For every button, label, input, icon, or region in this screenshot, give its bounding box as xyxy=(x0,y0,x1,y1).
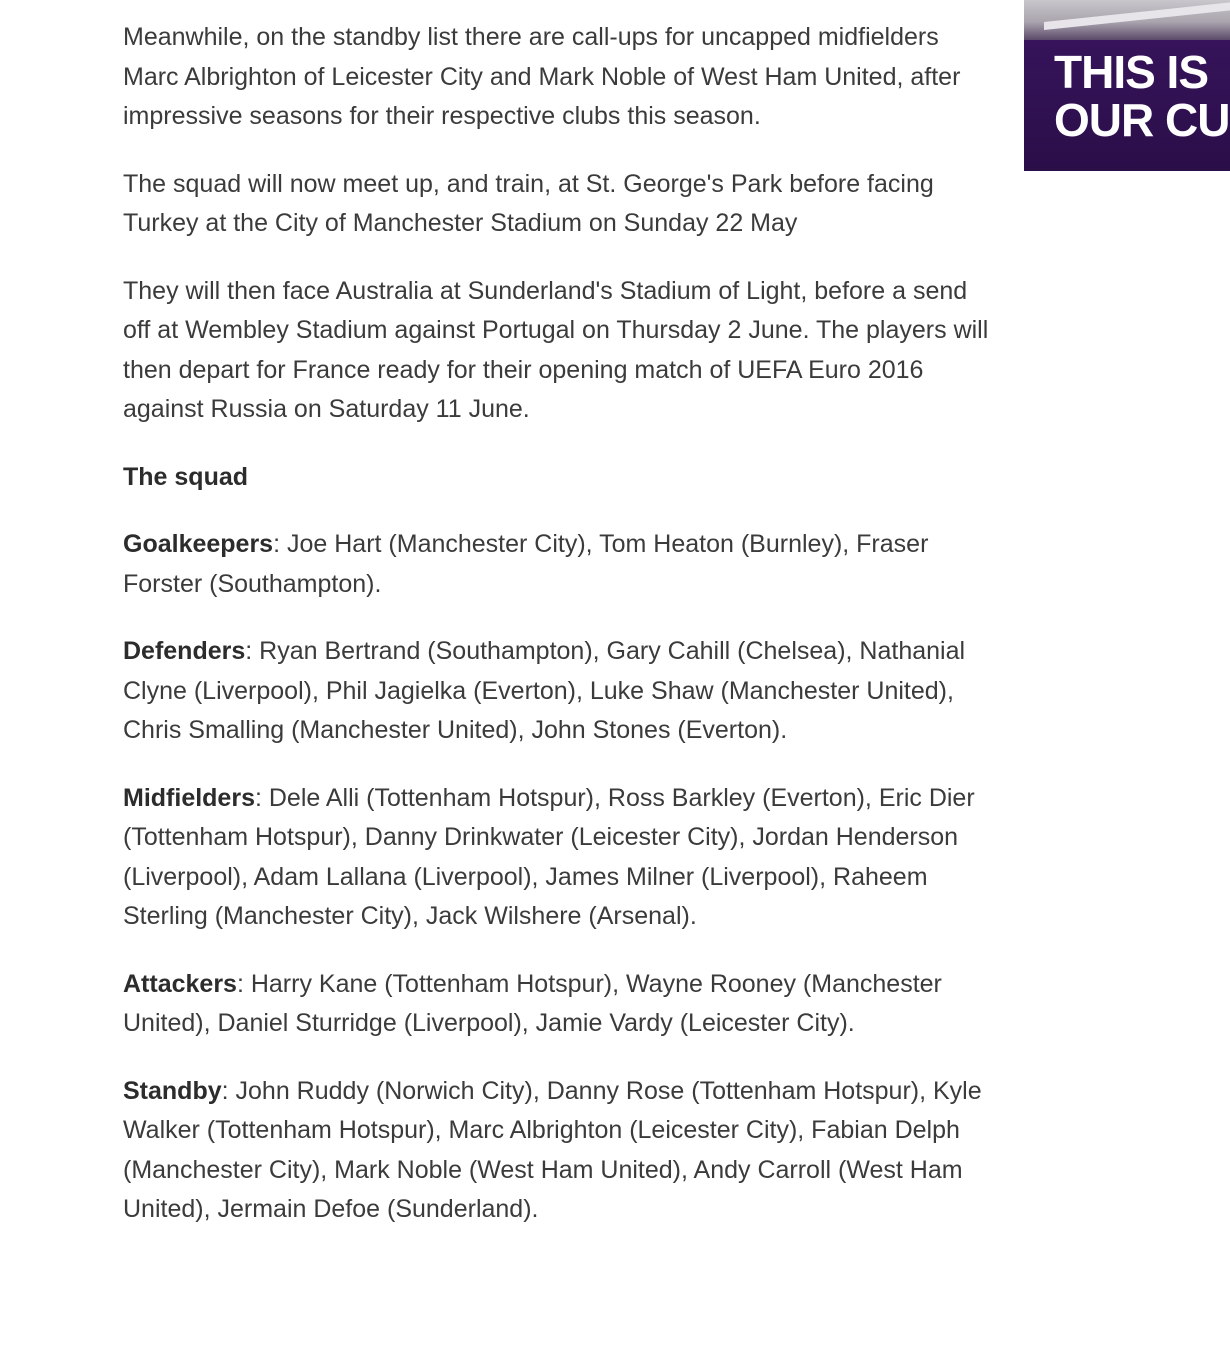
group-players-standby: : John Ruddy (Norwich City), Danny Rose (Tottenham Hotspur), Kyle Walker (Tottenham Hotspur), Marc Albrighton (Leicester City), Fabian Delph (Manchester City), Mark Noble (West Ham United), Andy Carroll (West Ham United), Jermain Defoe (Sunderland). xyxy=(123,1076,982,1223)
advert-line-1: THIS IS xyxy=(1054,46,1209,98)
group-label-defenders: Defenders xyxy=(123,637,246,665)
group-label-goalkeepers: Goalkeepers xyxy=(123,530,274,558)
group-players-attackers: : Harry Kane (Tottenham Hotspur), Wayne Rooney (Manchester United), Daniel Sturridge (Liverpool), Jamie Vardy (Leicester City). xyxy=(123,969,942,1037)
squad-heading: The squad xyxy=(123,462,249,491)
squad-group-standby xyxy=(123,1072,993,1230)
group-label-standby: Standby xyxy=(123,1076,222,1105)
advert-text xyxy=(1054,48,1229,144)
group-label-midfielders: Midfielders xyxy=(123,783,255,812)
squad-group-goalkeepers xyxy=(123,525,993,604)
advert-photo xyxy=(1024,0,1230,40)
group-players-midfielders: : Dele Alli (Tottenham Hotspur), Ross Barkley (Everton), Eric Dier (Tottenham Hotspur), Danny Drinkwater (Leicester City), Jordan Henderson (Liverpool), Adam Lallana (Liverpool), James Milner (Liverpool), Raheem Sterling (Manchester City), Jack Wilshere (Arsenal). xyxy=(123,783,975,930)
article-paragraph-training: The squad will now meet up, and train, at St. George's Park before facing Turkey at the City of Manchester Stadium on Sunday 22 May xyxy=(123,169,934,237)
squad-group-midfielders xyxy=(123,779,993,937)
advert-line-2: OUR CU xyxy=(1054,94,1230,146)
squad-group-attackers xyxy=(123,965,993,1044)
group-players-goalkeepers: : Joe Hart (Manchester City), Tom Heaton (Burnley), Fraser Forster (Southampton). xyxy=(123,530,929,598)
advert-banner[interactable] xyxy=(1024,0,1230,171)
group-players-defenders: : Ryan Bertrand (Southampton), Gary Cahill (Chelsea), Nathanial Clyne (Liverpool), Phil Jagielka (Everton), Luke Shaw (Manchester United), Chris Smalling (Manchester United), John Stones (Everton). xyxy=(123,637,966,744)
article-body xyxy=(123,18,993,1258)
article-paragraph-standby: Meanwhile, on the standby list there are call-ups for uncapped midfielders Marc Albrighton of Leicester City and Mark Noble of West Ham United, after impressive seasons for their respective clubs this season. xyxy=(123,23,961,130)
squad-group-defenders xyxy=(123,632,993,751)
group-label-attackers: Attackers xyxy=(123,969,237,998)
article-paragraph-fixtures: They will then face Australia at Sunderland's Stadium of Light, before a send off at Wembley Stadium against Portugal on Thursday 2 June. The players will then depart for France ready for their opening match of UEFA Euro 2016 against Russia on Saturday 11 June. xyxy=(123,276,989,423)
